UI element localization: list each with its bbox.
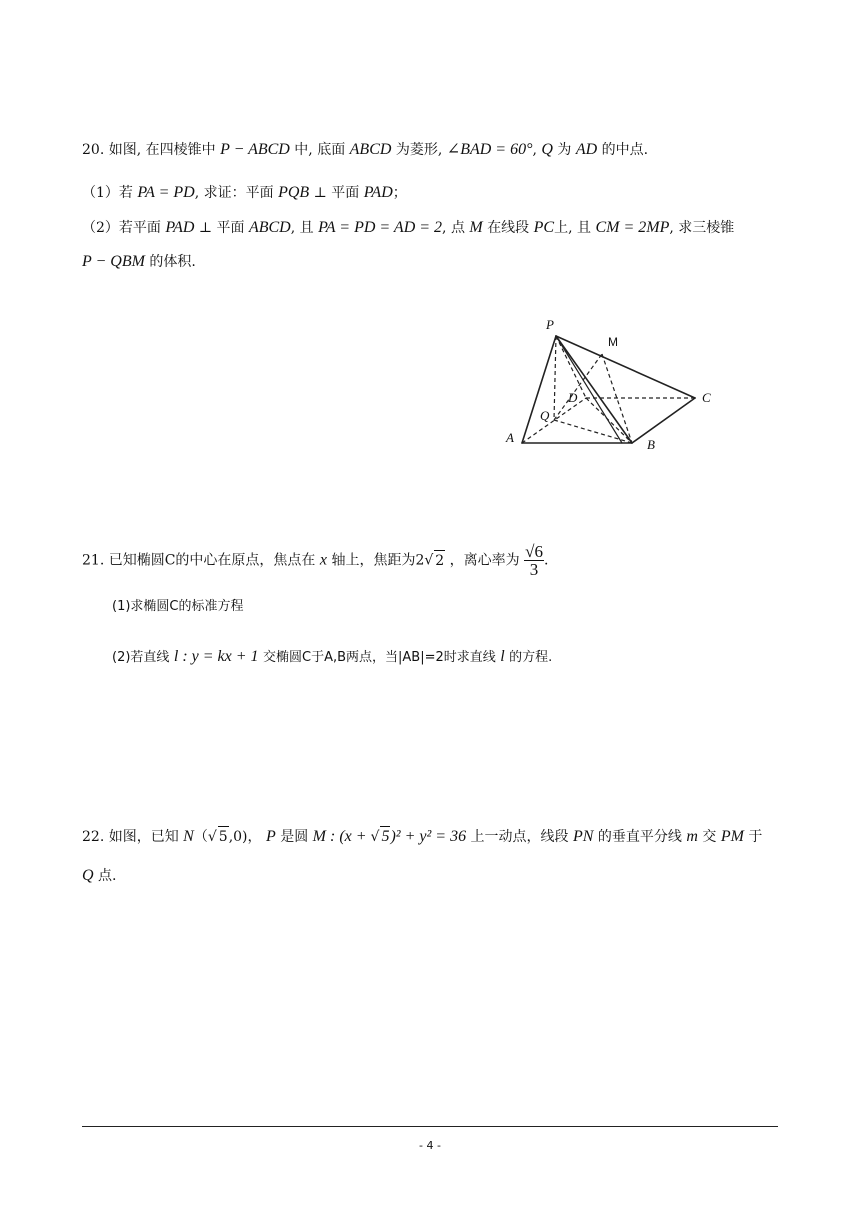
edge-BC: [632, 398, 695, 443]
q20-text: 为: [557, 142, 572, 158]
q21-part1: (1)求椭圆C的标准方程: [112, 599, 244, 614]
q20-text: 20. 如图, 在四棱锥中: [82, 142, 216, 158]
q22-text: 上一动点，线段: [470, 829, 569, 845]
q21-sqrt-arg: 2: [434, 550, 445, 571]
q22-math: N: [183, 828, 194, 845]
q21-part2-math: l : y = kx + 1: [173, 648, 259, 665]
q20-part2-text: ⊥ 平面: [198, 220, 245, 236]
q22-math: M : (x +: [312, 828, 371, 845]
q21-text: 21. 已知椭圆C的中心在原点，焦点在: [82, 552, 316, 569]
label-B: B: [647, 437, 655, 452]
q20-part2-math: PC: [533, 219, 555, 236]
q20-part2-text: 上, 且: [554, 220, 591, 236]
label-A: A: [506, 430, 514, 445]
label-C: C: [702, 390, 711, 405]
q22-text: 是圆: [280, 829, 309, 845]
q22-sqrt-arg: 5: [381, 828, 390, 845]
q21-text: ，离心率为: [449, 552, 520, 569]
q22-text: （: [193, 829, 208, 845]
q22-text: 22. 如图，已知: [82, 829, 179, 845]
q20-comma: ,: [532, 142, 537, 158]
q21-part2-text: 的方程.: [509, 650, 553, 665]
q20-part2-math: PA = PD = AD = 2: [318, 219, 443, 236]
q22-text: ,0)，: [228, 829, 262, 845]
q20-text: 中, 底面: [294, 142, 346, 158]
q22-text: 交: [702, 829, 717, 845]
q22-math: P: [265, 828, 276, 845]
edge-PQ: [554, 336, 556, 420]
q20-part2-math: P − QBM: [82, 253, 145, 270]
edge-QM: [554, 354, 602, 420]
q20-text: 的中点.: [601, 142, 649, 158]
label-D: D: [568, 390, 578, 405]
page-number: - 4 -: [419, 1139, 441, 1152]
q21-frac-num-val: 6: [534, 542, 543, 561]
q20-part2: [82, 218, 734, 238]
q20-part1-text: ；: [392, 185, 407, 201]
q21-part2-text: (2)若直线: [112, 650, 170, 665]
q20-angle: ∠BAD = 60°: [446, 141, 533, 158]
q20-stem: [82, 140, 648, 160]
q20-part2-text: 在线段: [487, 220, 530, 236]
label-M: M: [608, 335, 618, 349]
q22-sqrt-arg: 5: [218, 826, 229, 847]
q21-frac-den: 3: [529, 560, 539, 579]
q20-base: ABCD: [349, 141, 392, 158]
q22-sqrt-sign: √: [370, 829, 380, 845]
q21-math: x: [319, 551, 327, 569]
footer-rule: [82, 1126, 778, 1127]
q21-part2: [112, 647, 552, 668]
q20-pyramid: P − ABCD: [220, 141, 290, 158]
pyramid-figure: [490, 312, 730, 462]
q21-part2-math: l: [500, 648, 505, 665]
q22-math: PN: [573, 828, 594, 845]
edge-P-inner: [556, 336, 622, 443]
q20-part1-text: , 求证：平面: [194, 185, 274, 201]
q21-part2-text: 交椭圆C于A,B两点，当|AB|=2时求直线: [263, 650, 496, 665]
q21-frac-num: √6: [525, 542, 543, 561]
q20-ad: AD: [575, 141, 598, 158]
q21-stem: [82, 543, 548, 578]
q20-part1-math: PAD: [363, 184, 393, 201]
q22-text: 于: [748, 829, 763, 845]
edge-PA: [522, 336, 556, 443]
q22-sqrt-sign: √: [207, 829, 217, 845]
q22-math: m: [686, 828, 698, 845]
q20-part1-text: （1）若: [82, 185, 133, 201]
q22-stem-cont: [82, 866, 116, 886]
q20-part2-math: CM = 2MP: [595, 219, 670, 236]
q20-part1: [82, 183, 407, 203]
q22-math: PM: [720, 828, 744, 845]
q20-part2-text: , 点: [442, 220, 465, 236]
q20-part2-math: PAD: [165, 219, 195, 236]
q22-math: Q: [82, 867, 94, 884]
q21-sqrt-sign: √: [424, 552, 434, 569]
q22-stem: [82, 826, 762, 847]
q22-text: 点.: [98, 868, 117, 884]
q20-part1-math: PA = PD: [137, 184, 195, 201]
q20-part2-cont: [82, 252, 196, 272]
q20-part1-text: ⊥ 平面: [313, 185, 360, 201]
edge-PD: [556, 336, 586, 398]
q20-part2-math: M: [469, 219, 483, 236]
q22-math: )² + y² = 36: [390, 828, 467, 845]
q20-part2-math: ABCD: [248, 219, 291, 236]
q20-q: Q: [541, 141, 553, 158]
label-P: P: [546, 317, 554, 332]
q21-text: .: [543, 552, 549, 569]
q20-part2-text: （2）若平面: [82, 220, 161, 236]
q20-text: 为菱形,: [395, 142, 443, 158]
label-Q: Q: [540, 408, 550, 423]
q20-part2-text: 的体积.: [149, 254, 196, 270]
q22-text: 的垂直平分线: [597, 829, 682, 845]
q20-part2-text: , 求三棱锥: [669, 220, 735, 236]
q20-part1-math: PQB: [278, 184, 310, 201]
q21-fraction: [524, 543, 544, 578]
q21-text: 轴上，焦距为2: [331, 552, 425, 569]
q20-part2-text: , 且: [290, 220, 314, 236]
